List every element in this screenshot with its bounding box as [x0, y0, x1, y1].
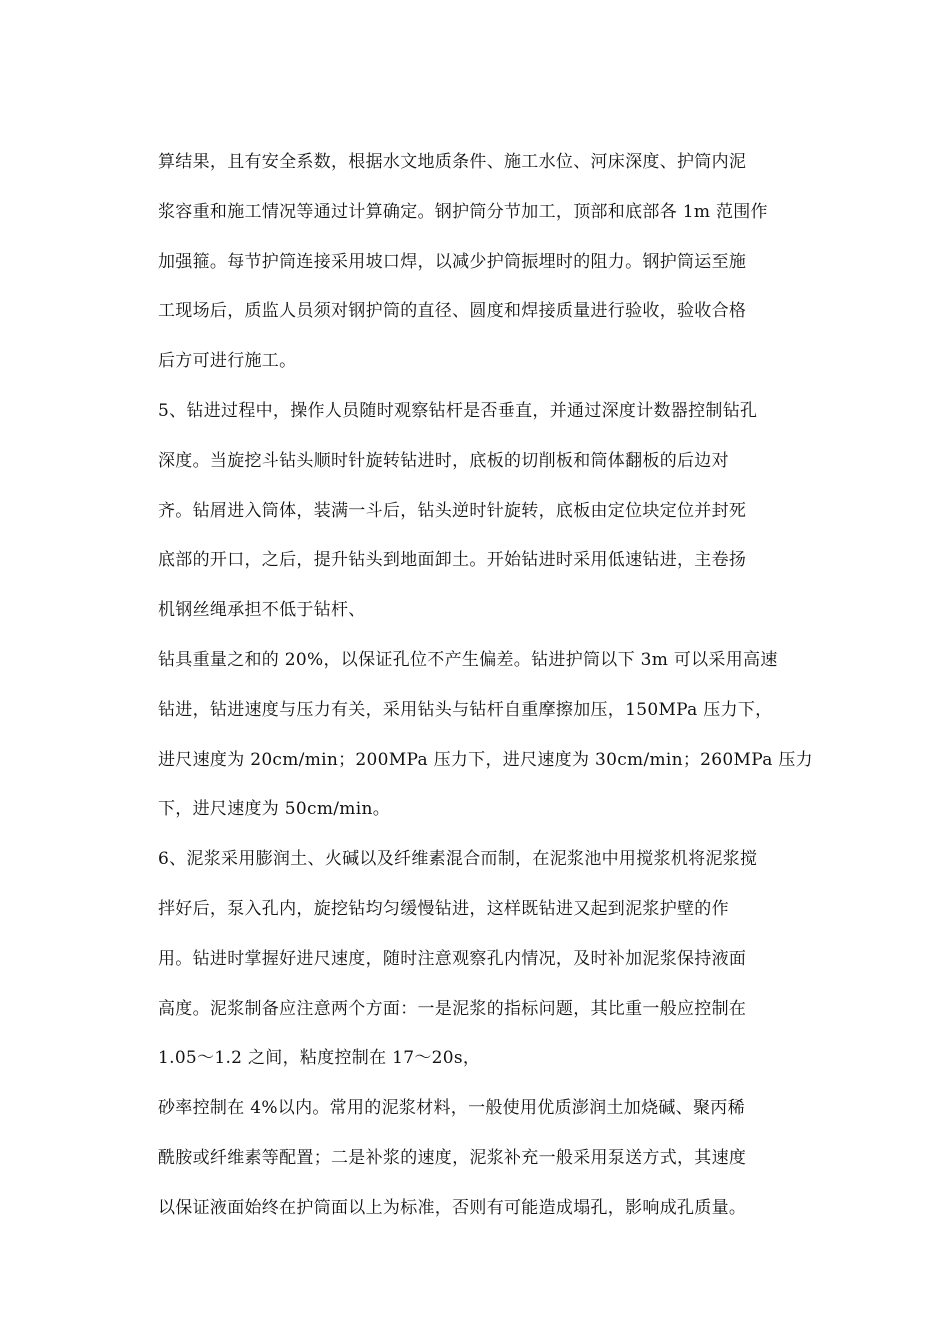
- body-text: [158, 138, 818, 1234]
- text-line: 底部的开口，之后，提升钻头到地面卸土。开始钻进时采用低速钻进，主卷扬: [158, 550, 747, 571]
- text-line: 下，进尺速度为 50cm/min。: [158, 799, 391, 820]
- text-line: 6、泥浆采用膨润土、火碱以及纤维素混合而制，在泥浆池中用搅浆机将泥浆搅: [158, 849, 758, 870]
- text-line: 钻进，钻进速度与压力有关，采用钻头与钻杆自重摩擦加压，150MPa 压力下，: [158, 699, 773, 720]
- text-line: 砂率控制在 4%以内。常用的泥浆材料，一般使用优质澎润土加烧碱、聚丙稀: [158, 1098, 745, 1119]
- text-line: 深度。当旋挖斗钻头顺时针旋转钻进时，底板的切削板和筒体翻板的后边对: [158, 450, 729, 471]
- text-line: 工现场后，质监人员须对钢护筒的直径、圆度和焊接质量进行验收，验收合格: [158, 301, 747, 322]
- text-line: 进尺速度为 20cm/min；200MPa 压力下，进尺速度为 30cm/min；260MPa 压力: [158, 749, 813, 770]
- text-line: 齐。钻屑进入筒体，装满一斗后，钻头逆时针旋转，底板由定位块定位并封死: [158, 500, 747, 521]
- text-line: 后方可进行施工。: [158, 351, 297, 372]
- text-line: 高度。泥浆制备应注意两个方面：一是泥浆的指标问题，其比重一般应控制在: [158, 998, 747, 1019]
- text-line: 5、钻进过程中，操作人员随时观察钻杆是否垂直，并通过深度计数器控制钻孔: [158, 400, 758, 421]
- text-line: 以保证液面始终在护筒面以上为标准，否则有可能造成塌孔，影响成孔质量。: [158, 1197, 747, 1218]
- text-line: 加强箍。每节护筒连接采用坡口焊，以减少护筒振埋时的阻力。钢护筒运至施: [158, 251, 747, 272]
- text-line: 拌好后，泵入孔内，旋挖钻均匀缓慢钻进，这样既钻进又起到泥浆护壁的作: [158, 898, 729, 919]
- text-line: 酰胺或纤维素等配置；二是补浆的速度，泥浆补充一般采用泵送方式，其速度: [158, 1147, 747, 1168]
- text-line: 算结果，且有安全系数，根据水文地质条件、施工水位、河床深度、护筒内泥: [158, 152, 747, 172]
- text-line: 1.05～1.2 之间，粘度控制在 17～20s，: [158, 1048, 481, 1069]
- text-line: 用。钻进时掌握好进尺速度，随时注意观察孔内情况，及时补加泥浆保持液面: [158, 948, 747, 969]
- text-line: 浆容重和施工情况等通过计算确定。钢护筒分节加工，顶部和底部各 1m 范围作: [158, 201, 768, 222]
- text-line: 机钢丝绳承担不低于钻杆、: [158, 600, 366, 621]
- text-line: 钻具重量之和的 20%，以保证孔位不产生偏差。钻进护筒以下 3m 可以采用高速: [158, 649, 778, 670]
